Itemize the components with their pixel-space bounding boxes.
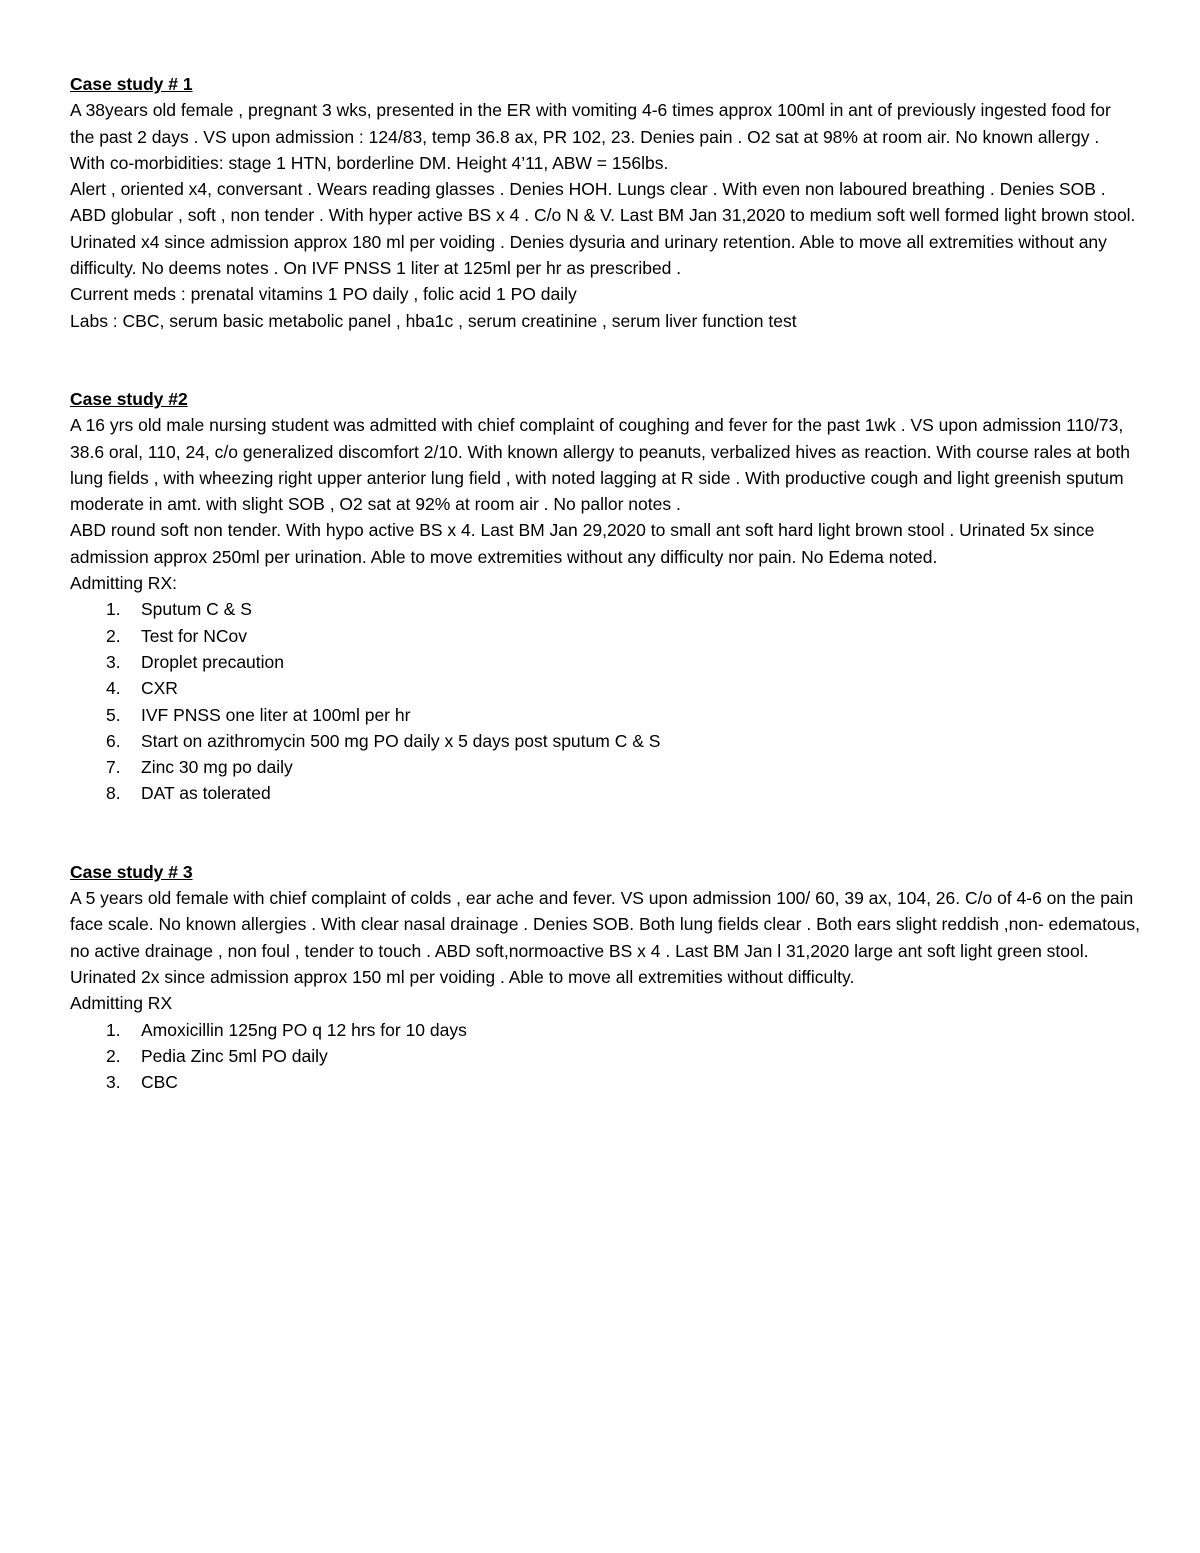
section-spacer — [70, 334, 1140, 386]
rx-list-item — [70, 1069, 1140, 1095]
case-study-3-title: Case study # 3 — [70, 861, 193, 882]
rx-number: 5. — [106, 704, 121, 725]
rx-text: Test for NCov — [141, 625, 247, 646]
case-study-1-paragraph: A 38years old female , pregnant 3 wks, presented in the ER with vomiting 4-6 times approx 100ml in ant of previously ingested food for the past 2 days . VS upon admission : 124/83, temp 36.8 ax, PR 102, 23. Denies pain . O2 sat at 98% at room air. No known allergy . — [70, 100, 1111, 147]
rx-number: 2. — [106, 625, 121, 646]
rx-number: 6. — [106, 730, 121, 751]
case-study-2 — [70, 386, 1140, 807]
rx-list-item — [70, 649, 1140, 675]
rx-text: DAT as tolerated — [141, 783, 271, 804]
case-study-2-paragraph: ABD round soft non tender. With hypo active BS x 4. Last BM Jan 29,2020 to small ant soft hard light brown stool . Urinated 5x since admission approx 250ml per urination. Able to move extremities without any difficulty nor pain. No Edema noted. — [70, 520, 1095, 567]
rx-list-item — [70, 780, 1140, 806]
section-spacer — [70, 807, 1140, 859]
rx-text: Zinc 30 mg po daily — [141, 757, 293, 778]
case-study-1-title: Case study # 1 — [70, 74, 193, 94]
rx-number: 1. — [106, 1019, 121, 1040]
rx-number: 2. — [106, 1045, 121, 1066]
rx-number: 4. — [106, 678, 121, 699]
case-study-3-rx-list — [70, 1017, 1140, 1096]
rx-number: 8. — [106, 783, 121, 804]
rx-number: 7. — [106, 757, 121, 778]
rx-text: CXR — [141, 678, 178, 699]
document-page — [70, 71, 1140, 1095]
rx-text: CBC — [141, 1072, 178, 1093]
rx-number: 1. — [106, 599, 121, 620]
rx-list-item — [70, 1017, 1140, 1043]
rx-number: 3. — [106, 651, 121, 672]
case-study-3-paragraph: A 5 years old female with chief complaint of colds , ear ache and fever. VS upon admission 100/ 60, 39 ax, 104, 26. C/o of 4-6 on the pain face scale. No known allergies . With clear nasal drainage . Denies SOB. Both lung fields clear . Both ears slight reddish ,non- edematous, no active drainage , non foul , tender to touch . ABD soft,normoactive BS x 4 . Last BM Jan l 31,2020 large ant soft light green stool. Urinated 2x since admission approx 150 ml per voiding . Able to move all extremities without difficulty. — [70, 888, 1141, 987]
case-study-2-paragraph: A 16 yrs old male nursing student was admitted with chief complaint of coughing and fever for the past 1wk . VS upon admission 110/73, 38.6 oral, 110, 24, c/o generalized discomfort 2/10. With known allergy to peanuts, verbalized hives as reaction. With course rales at both lung fields , with wheezing right upper anterior lung field , with noted lagging at R side . With productive cough and light greenish sputum moderate in amt. with slight SOB , O2 sat at 92% at room air . No pallor notes . — [70, 415, 1130, 515]
case-study-3-admitting-rx-label: Admitting RX — [70, 993, 173, 1014]
case-study-2-admitting-rx-label: Admitting RX: — [70, 573, 177, 594]
case-study-2-title: Case study #2 — [70, 388, 188, 409]
rx-number: 3. — [106, 1072, 121, 1093]
rx-text: Sputum C & S — [141, 599, 252, 620]
rx-list-item — [70, 754, 1140, 780]
case-study-1-paragraph: With co-morbidities: stage 1 HTN, borderline DM. Height 4’11, ABW = 156lbs. — [70, 152, 669, 173]
rx-text: Droplet precaution — [141, 651, 284, 672]
case-study-1-current-meds: Current meds : prenatal vitamins 1 PO daily , folic acid 1 PO daily — [70, 284, 577, 305]
case-study-3 — [70, 859, 1140, 1096]
rx-list-item — [70, 623, 1140, 649]
rx-list-item — [70, 675, 1140, 701]
case-study-1 — [70, 71, 1140, 334]
rx-text: Start on azithromycin 500 mg PO daily x 5 days post sputum C & S — [141, 730, 661, 751]
case-study-2-rx-list — [70, 596, 1140, 806]
rx-list-item — [70, 596, 1140, 622]
case-study-1-labs: Labs : CBC, serum basic metabolic panel , hba1c , serum creatinine , serum liver function test — [70, 310, 797, 331]
rx-text: IVF PNSS one liter at 100ml per hr — [141, 704, 411, 725]
rx-text: Amoxicillin 125ng PO q 12 hrs for 10 days — [141, 1019, 467, 1040]
rx-list-item — [70, 728, 1140, 754]
rx-text: Pedia Zinc 5ml PO daily — [141, 1045, 328, 1066]
case-study-1-paragraph: Alert , oriented x4, conversant . Wears reading glasses . Denies HOH. Lungs clear . With even non laboured breathing . Denies SOB . ABD globular , soft , non tender . With hyper active BS x 4 . C/o N & V. Last BM Jan 31,2020 to medium soft well formed light brown stool. Urinated x4 since admission approx 180 ml per voiding . Denies dysuria and urinary retention. Able to move all extremities without any difficulty. No deems notes . On IVF PNSS 1 liter at 125ml per hr as prescribed . — [70, 179, 1136, 279]
rx-list-item — [70, 702, 1140, 728]
rx-list-item — [70, 1043, 1140, 1069]
